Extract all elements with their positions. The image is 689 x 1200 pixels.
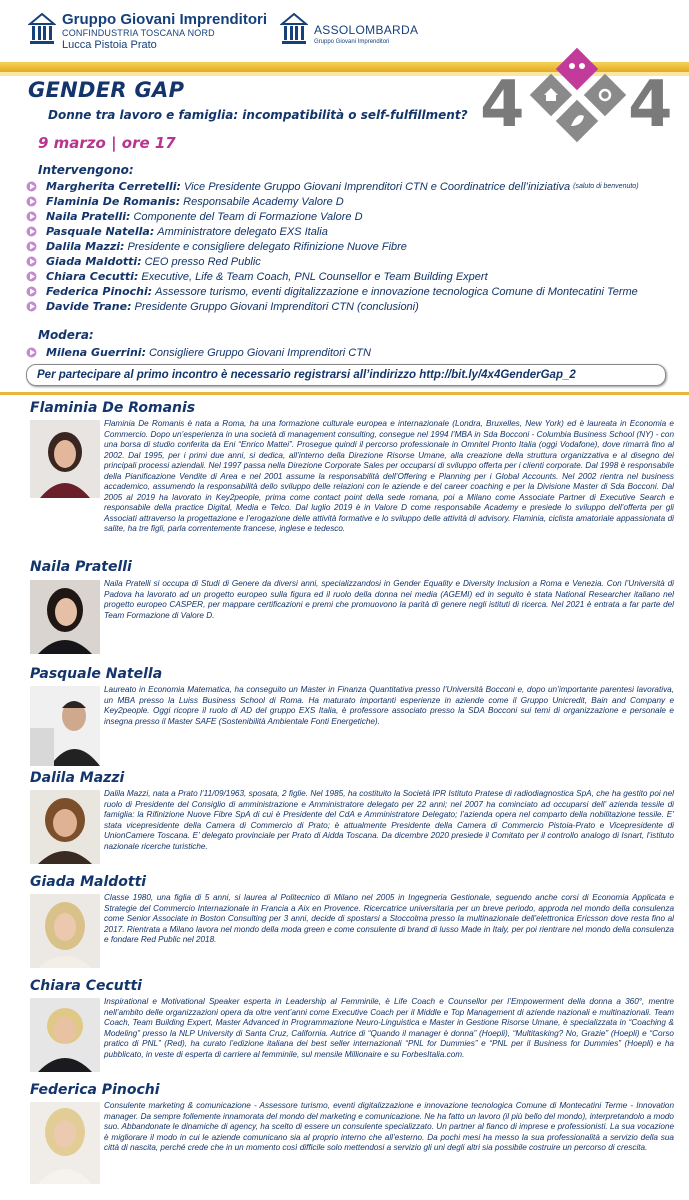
org1-area: Lucca Pistoia Prato [62, 39, 157, 51]
bio-text: Inspirational e Motivational Speaker esperta in Leadership al Femminile, è Life Coach e Counsellor per l’Empowerment della donna a 360°, mentre nell’ambito delle organizzazioni opera da oltre vent’anni come Executive Coach per il Middle e Top Management di aziende nazionali e multinazionali. Team Coach, Team Building Expert, Master Advanced in Programmazione Neuro-Linguistica e Master in Gestione Risorse Umane, è specializzata in “Coaching & Modeling” presso la NLP University di Santa Cruz, California. Autrice di “Quando il manager è donna” (Hoepli), “Multitasking? No, Grazie” (Hoepli) e “Corso pratico di PNL” (Red), ha curato l’edizione italiana dei best seller internazionali “PNL for Dummies” e “PNL per il Business for Dummies” (Hoepli) e ha pubblicato, in veste di esperta di carriere al femminile, sul mensile Millionaire e su ForbesItalia.com. [104, 997, 674, 1059]
bio-name: Federica Pinochi [30, 1082, 160, 1098]
4x4-badge [478, 46, 678, 146]
event-title: GENDER GAP [28, 78, 185, 102]
portrait-icon [30, 1102, 100, 1184]
speaker-role: Presidente Gruppo Giovani Imprenditori CTN (conclusioni) [134, 300, 419, 313]
portrait-icon [30, 790, 100, 864]
speaker-item [26, 209, 686, 224]
bullet-icon [26, 196, 40, 207]
bullet-icon [26, 241, 40, 252]
bio-text: Consulente marketing & comunicazione - Assessore turismo, eventi digitalizzazione e innovazione tecnologica Comune di Montecatini Terme - Innovation manager. Da sempre follemente innamorata del mondo del marketing e comunicazione. Ne ha fatto un lavoro (il più bello del mondo), interpretandolo a modo suo. Abbandonate le dinamiche di agency, ha scelto di essere un consulente specializzato. Un partner al fianco di imprese e professionisti. La sua vocazione è migliorare il modo in cui le aziende comunicano sia al proprio interno che all’esterno. Da pochi mesi ha messo la sua professionalità a servizio della sua città di nascita, perché crede che in un momento così difficile solo mettendosi a servizio gli uni degli altri sia possibile costruire un percorso di crescita. [104, 1101, 674, 1153]
speaker-item [26, 179, 686, 194]
speaker-item [26, 239, 686, 254]
registration-text[interactable]: Per partecipare al primo incontro è necessario registrarsi all’indirizzo http://bit.ly/4x4GenderGap_2 [37, 369, 576, 381]
moderator-label: Modera: [38, 328, 94, 342]
speaker-name: Pasquale Natella: [46, 225, 155, 238]
woman-icon [569, 63, 575, 69]
speaker-role: CEO presso Red Public [144, 255, 261, 268]
org2-sub: Gruppo Giovani Imprenditori [314, 39, 390, 45]
bio-name: Naila Pratelli [30, 559, 132, 575]
bullet-icon [26, 211, 40, 222]
ggi-ctn-logo [28, 12, 267, 52]
bio-text: Naila Pratelli si occupa di Studi di Genere da diversi anni, specializzandosi in Gender Equality e Diversity Inclusion a Roma e Venezia. Con l’Università di Padova ha lavorato ad un progetto europeo sulla figura ed il ruolo della donna nei media (AGEMI) ed in seguito è stata National Researcher italiano nel progetto europeo CASPER, per mappare certificazioni e premi che promuovono la parità di genere negli istituti di ricerca. Nel 2021 è entrata a far parte del Team Formazione di Valore D. [104, 579, 674, 620]
people-tile [556, 48, 598, 90]
bullet-icon [26, 286, 40, 297]
building-columns-icon [280, 12, 308, 46]
separator-line [0, 392, 689, 395]
portrait-icon [30, 420, 100, 498]
portrait-photo [30, 580, 100, 654]
building-columns-icon [28, 12, 56, 46]
portrait-photo [30, 790, 100, 864]
portrait-photo [30, 686, 100, 766]
moderator-role: Consigliere Gruppo Giovani Imprenditori CTN [148, 346, 371, 359]
speaker-name: Flaminia De Romanis: [46, 195, 181, 208]
speaker-item [26, 254, 686, 269]
bio-name: Pasquale Natella [30, 666, 163, 682]
speaker-item [26, 224, 686, 239]
speakers-list [26, 179, 686, 314]
speaker-item [26, 269, 686, 284]
bullet-icon [26, 347, 40, 358]
portrait-photo [30, 894, 100, 968]
speaker-role: Vice Presidente Gruppo Giovani Imprenditori CTN e Coordinatrice dell’iniziativa [183, 180, 571, 193]
speaker-role: Componente del Team di Formazione Valore D [133, 210, 363, 223]
bio-name: Chiara Cecutti [30, 978, 142, 994]
bio-text: Classe 1980, una figlia di 5 anni, si laurea al Politecnico di Milano nel 2005 in Ingegneria Gestionale, seguendo anche corsi di Economia Applicata e Strategie del Commercio Internazionale in Francia a Aix en Provence. Ricercatrice universitaria per un breve periodo, approda nel mondo della consulenza come Senior Associate in Boston Consulting per 3 anni, decide di spostarsi a Stoccolma presso la multinazionale dell’elettronica Ericsson dove resta fino al 2017. Rientrata a Milano lavora nel mondo della moda green e come consulente di brand di lusso Made in Italy, per poi rientrare nel mondo della consulenza e fondare Red Public nel 2018. [104, 893, 674, 945]
assolombarda-logo [280, 12, 418, 46]
org1-sub: CONFINDUSTRIA TOSCANA NORD [62, 28, 215, 38]
speaker-name: Davide Trane: [46, 300, 132, 313]
speaker-item [26, 284, 686, 299]
speaker-name: Naila Pratelli: [46, 210, 131, 223]
speaker-name: Margherita Cerretelli: [46, 180, 181, 193]
speaker-note: (saluto di benvenuto) [573, 183, 639, 190]
portrait-photo [30, 998, 100, 1072]
event-date: 9 marzo | ore 17 [38, 134, 176, 152]
speaker-role: Amministratore delegato EXS Italia [157, 225, 328, 238]
speaker-role: Assessore turismo, eventi digitalizzazione e innovazione tecnologica Comune di Montecatini Terme [155, 285, 638, 298]
bullet-icon [26, 271, 40, 282]
bio-name: Giada Maldotti [30, 874, 147, 890]
speaker-item [26, 299, 686, 314]
org1-name: Gruppo Giovani Imprenditori [62, 11, 268, 28]
speaker-name: Giada Maldotti: [46, 255, 142, 268]
moderator-list [26, 345, 686, 360]
bullet-icon [26, 301, 40, 312]
speaker-role: Responsabile Academy Valore D [183, 195, 344, 208]
bio-name: Flaminia De Romanis [30, 400, 196, 416]
speaker-name: Federica Pinochi: [46, 285, 153, 298]
bullet-icon [26, 226, 40, 237]
bio-name: Dalila Mazzi [30, 770, 125, 786]
portrait-icon [30, 998, 100, 1072]
moderator-name: Milena Guerrini: [46, 346, 146, 359]
portrait-photo [30, 420, 100, 498]
speaker-role: Presidente e consigliere delegato Rifinizione Nuove Fibre [127, 240, 407, 253]
speaker-item [26, 194, 686, 209]
event-subtitle: Donne tra lavoro e famiglia: incompatibilità o self-fulfillment? [48, 108, 468, 122]
bullet-icon [26, 181, 40, 192]
speaker-name: Chiara Cecutti: [46, 270, 139, 283]
gears-tile [584, 74, 626, 116]
bio-text: Dalila Mazzi, nata a Prato l’11/09/1963, sposata, 2 figlie. Nel 1985, ha costituito la Società IPR Istituto Pratese di radiodiagnostica SpA, che ha gestito poi nel ruolo di Presidente del Consiglio di amministrazione e Amministratore delegato per 22 anni; nel 2007 ha cominciato ad occuparsi dell’ azienda tessile di famiglia: la Rifinizione Nuove Fibre SpA di cui è Presidente del CdA e Amministratore Delegato; l’azienda opera nel comparto della nobilitazione tessile. E’ stata vicepresidente della Camera di Commercio di Prato; è attualmente Presidente della Camera di Commercio Pistoia-Prato e Vicepresidente di UnionCamere Toscana. E’ delegato provinciale per Prato di Aidda Toscana. Da dicembre 2020 presiede il Comitato per il controllo analogo di Isnart, l’istituto nazionale ricerche turistiche. [104, 789, 674, 851]
bio-text: Laureato in Economia Matematica, ha conseguito un Master in Finanza Quantitativa presso l’Università Bocconi e, dopo un’importante parentesi lavorativa, un MBA presso la Luiss Business School di Roma. Ha maturato importanti esperienze in aziende come il Gruppo Unicredit, Bain and Company e Key2people. Oggi ricopre il ruolo di AD del gruppo EXS Italia, è professore associato presso la SDA Bocconi sui temi di organizzazione e personale e insegna presso il Master SAFE (Sostenibilità Ambientale Fonti Energetiche). [104, 685, 674, 726]
org2-name: ASSOLOMBARDA [314, 23, 419, 37]
bullet-icon [26, 256, 40, 267]
portrait-photo [30, 1102, 100, 1184]
man-icon [579, 63, 585, 69]
portrait-icon [30, 580, 100, 654]
registration-box[interactable] [26, 364, 666, 386]
portrait-icon [30, 686, 100, 766]
speakers-label: Intervengono: [38, 163, 134, 177]
bio-text: Flaminia De Romanis è nata a Roma, ha una formazione culturale europea e internazionale (Londra, Bruxelles, New York) ed è laureata in Economia e Commercio. Dopo un’esperienza in una società di management consulting, consegue nel 1994 l’MBA in Sda Bocconi - Columbia Business School (NY) - con una borsa di studio conferita da Eni “Enrico Mattei”. Prosegue quindi il percorso professionale in Omnitel Pronto Italia (oggi Vodafone), dove rimarrà fino al 2002. Dal 1995, per i primi due anni, si dedica, all’interno della Direzione Risorse Umane, alla creazione della struttura organizzativa e al disegno dei principali processi aziendali. Nel 1997 passa nella Direzione Corporate Sales per occuparsi di sviluppo offerta per i clienti corporate. Dal 1998 è responsabile della Pianificazione Vendite di Area e nel 2001 assume la responsabilità dell’Offering e Planning per i Global Accounts. Nel 2002 rientra nel business accademico, assumendo la responsabilità dello sviluppo delle relazioni con le aziende e del career coaching e per la Divisione Master di Sda Bocconi. Dal 2005 al 2019 ha lavorato in Key2people, prima come contact point della sede romana, poi a Milano come Associate Partner di Executive Search e responsabile della practice Digital, Media e Telco. Dal luglio 2019 è in Valore D come responsabile Academy e presiede lo sviluppo dell’offerta per gli Associati attraverso la progettazione e l’erogazione delle attività formative e lo sviluppo delle attività di advisory. Flaminia, ciclista amatoriale appassionata di salite, ha tre figli, parla correntemente francese, inglese e tedesco. [104, 419, 674, 534]
badge-right-digit: 4 [628, 68, 673, 142]
speaker-role: Executive, Life & Team Coach, PNL Counsellor e Team Building Expert [141, 270, 488, 283]
speaker-name: Dalila Mazzi: [46, 240, 125, 253]
badge-left-digit: 4 [480, 68, 525, 142]
moderator-item [26, 345, 686, 360]
portrait-icon [30, 894, 100, 968]
